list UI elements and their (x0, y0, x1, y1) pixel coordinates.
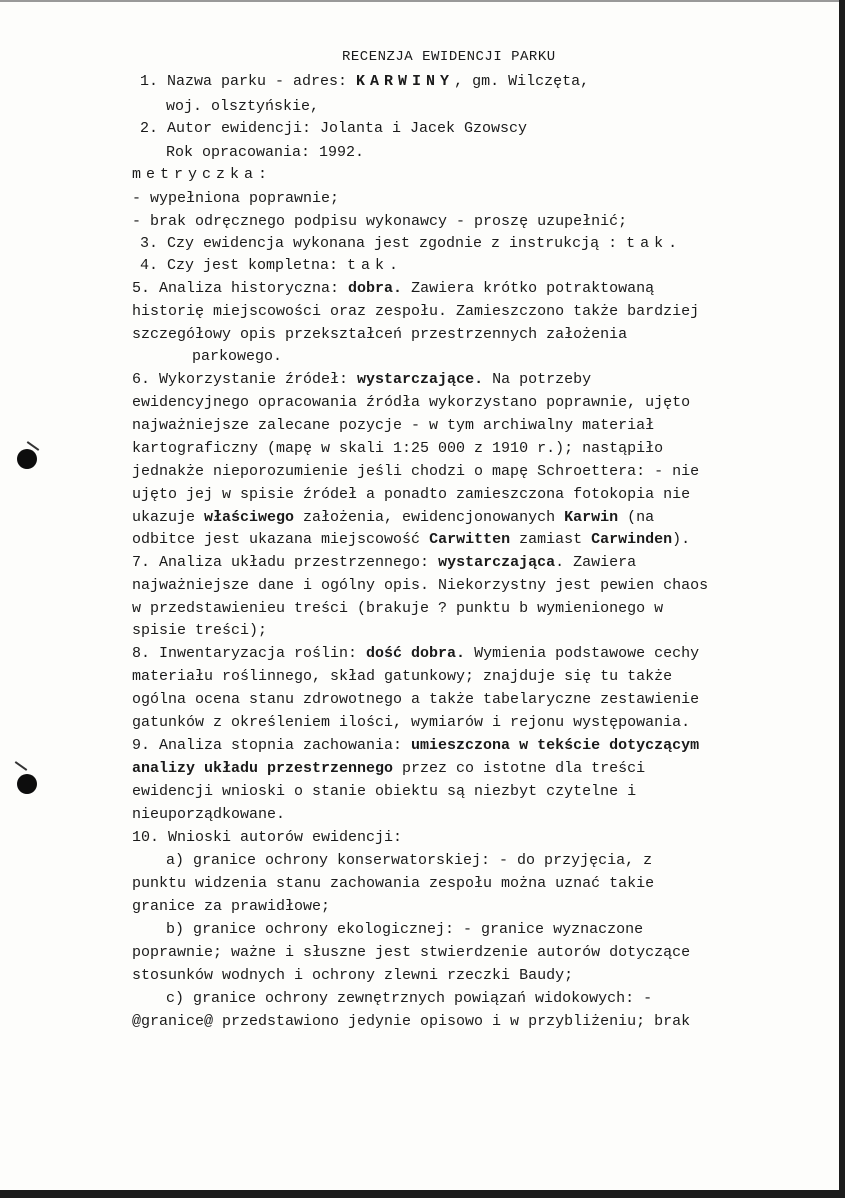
text-line-m1 (132, 189, 339, 209)
text-run: dość dobra. (366, 645, 466, 662)
text-run: 8. Inwentaryzacja roślin: (132, 645, 367, 662)
corner-smudge (28, 40, 58, 58)
text-line-p6d (132, 439, 663, 459)
text-line-p6h (132, 530, 690, 550)
text-run: c) granice ochrony zewnętrznych powiązań widokowych: - (166, 990, 653, 1007)
text-run: 6. Wykorzystanie źródeł: (132, 371, 358, 388)
text-line-p7a (132, 553, 636, 573)
text-line-p6b (132, 393, 690, 413)
text-run: zamiast (510, 531, 592, 548)
text-line-p9a (132, 736, 699, 756)
text-line-a1 (166, 851, 652, 871)
text-line-a2 (132, 874, 654, 894)
text-line-p2b (166, 143, 364, 163)
text-line-p9c (132, 782, 636, 802)
text-run: kartograficzny (mapę w skali 1:25 000 z 1910 r.); nastąpiło (132, 440, 664, 457)
text-run: 2. Autor ewidencji: Jolanta i Jacek Gzowscy (140, 120, 528, 137)
pencil-tick-mark (15, 761, 28, 771)
text-run: 1. Nazwa parku - adres: (140, 73, 357, 90)
text-run: najważniejsze dane i ogólny opis. Niekorzystny jest pewien chaos (132, 577, 709, 594)
text-run: 9. Analiza stopnia zachowania: (132, 737, 412, 754)
text-line-p8c (132, 690, 699, 710)
text-run: 4. Czy jest kompletna: (140, 257, 348, 274)
text-line-p7d (132, 621, 267, 641)
text-run: ewidencyjnego opracowania źródła wykorzystano poprawnie, ujęto (132, 394, 691, 411)
text-run: @granice@ przedstawiono jedynie opisowo i w przybliżeniu; brak (132, 1013, 691, 1030)
text-line-p5c (132, 325, 627, 345)
text-run: odbitce jest ukazana miejscowość (132, 531, 430, 548)
text-run: spisie treści); (132, 622, 268, 639)
text-run: 10. Wnioski autorów ewidencji: (132, 829, 403, 846)
text-line-p1b (166, 97, 319, 117)
text-line-c1 (166, 989, 652, 1009)
text-run: Karwin (564, 509, 619, 526)
text-run: ukazuje (132, 509, 205, 526)
text-line-p6e (132, 462, 699, 482)
text-run: materiału roślinnego, skład gatunkowy; znajduje się tu także (132, 668, 673, 685)
text-run: szczegółowy opis przekształceń przestrzennych założenia (132, 326, 628, 343)
text-run: założenia, ewidencjonowanych (294, 509, 565, 526)
text-line-b3 (132, 966, 573, 986)
text-line-b1 (166, 920, 643, 940)
text-line-p8d (132, 713, 690, 733)
text-line-p5a (132, 279, 654, 299)
text-run: Carwitten (429, 531, 511, 548)
text-line-metr (132, 165, 272, 185)
text-run: woj. olsztyńskie, (166, 98, 320, 115)
text-run: ujęto jej w spisie źródeł a ponadto zamieszczona fotokopia nie (132, 486, 691, 503)
text-run: Na potrzeby (483, 371, 592, 388)
text-run: 3. Czy ewidencja wykonana jest zgodnie z instrukcją : (140, 235, 627, 252)
text-run: ewidencji wnioski o stanie obiektu są niezbyt czytelne i (132, 783, 637, 800)
text-line-p9b (132, 759, 645, 779)
text-run: tak. (347, 257, 404, 274)
text-run: tak. (626, 235, 683, 252)
text-run: nieuporządkowane. (132, 806, 286, 823)
text-line-m2 (132, 212, 627, 232)
text-run: ogólna ocena stanu zdrowotnego a także tabelaryczne zestawienie (132, 691, 700, 708)
text-run: granice za prawidłowe; (132, 898, 331, 915)
text-line-a3 (132, 897, 330, 917)
text-line-p7b (132, 576, 708, 596)
text-run: 5. Analiza historyczna: (132, 280, 349, 297)
text-run: a) granice ochrony konserwatorskiej: - do przyjęcia, z (166, 852, 653, 869)
text-line-p4 (140, 256, 403, 276)
text-run: Zawiera krótko potraktowaną (402, 280, 655, 297)
text-run: wystarczające. (357, 371, 484, 388)
text-run: , gm. Wilczęta, (454, 73, 590, 90)
text-run: historię miejscowości oraz zespołu. Zamieszczono także bardziej (132, 303, 700, 320)
text-run: KARWINY (356, 73, 455, 90)
text-line-p10 (132, 828, 402, 848)
text-run: Rok opracowania: 1992. (166, 144, 365, 161)
text-line-p6f (132, 485, 690, 505)
text-run: metryczka: (132, 166, 273, 183)
text-run: jednakże nieporozumienie jeśli chodzi o mapę Schroettera: - nie (132, 463, 700, 480)
text-run: w przedstawienieu treści (brakuje ? punktu b wymienionego w (132, 600, 664, 617)
text-run: wystarczająca (438, 554, 556, 571)
text-line-p6c (132, 416, 654, 436)
document-title: RECENZJA EWIDENCJI PARKU (342, 49, 556, 65)
text-line-p7c (132, 599, 663, 619)
text-line-p1a (140, 72, 589, 92)
text-line-p8a (132, 644, 699, 664)
text-run: 7. Analiza układu przestrzennego: (132, 554, 439, 571)
text-run: właściwego (204, 509, 295, 526)
text-run: analizy układu przestrzennego (132, 760, 394, 777)
text-run: parkowego. (192, 348, 283, 365)
text-line-b2 (132, 943, 690, 963)
text-run: ). (672, 531, 691, 548)
text-line-p2a (140, 119, 527, 139)
text-run: gatunków z określeniem ilości, wymiarów i rejonu występowania. (132, 714, 691, 731)
text-line-p3 (140, 234, 682, 254)
text-run: dobra. (348, 280, 403, 297)
text-run: poprawnie; ważne i słuszne jest stwierdzenie autorów dotyczące (132, 944, 691, 961)
text-line-p6g (132, 508, 654, 528)
punch-hole-top (17, 449, 37, 469)
text-line-p5d (192, 347, 282, 367)
text-run: Carwinden (591, 531, 673, 548)
text-line-c2 (132, 1012, 690, 1032)
punch-hole-bottom (17, 774, 37, 794)
text-line-p8b (132, 667, 672, 687)
text-run: umieszczona w tekście dotyczącym (411, 737, 700, 754)
text-line-p6a (132, 370, 591, 390)
text-run: (na (618, 509, 655, 526)
text-run: b) granice ochrony ekologicznej: - granice wyznaczone (166, 921, 644, 938)
text-run: przez co istotne dla treści (393, 760, 646, 777)
text-run: - brak odręcznego podpisu wykonawcy - proszę uzupełnić; (132, 213, 628, 230)
text-line-p9d (132, 805, 285, 825)
text-run: Wymienia podstawowe cechy (465, 645, 700, 662)
text-run: . Zawiera (555, 554, 637, 571)
text-run: - wypełniona poprawnie; (132, 190, 340, 207)
text-run: najważniejsze zalecane pozycje - w tym archiwalny materiał (132, 417, 655, 434)
text-run: punktu widzenia stanu zachowania zespołu można uznać takie (132, 875, 655, 892)
text-line-p5b (132, 302, 699, 322)
text-run: stosunków wodnych i ochrony zlewni rzeczki Baudy; (132, 967, 574, 984)
